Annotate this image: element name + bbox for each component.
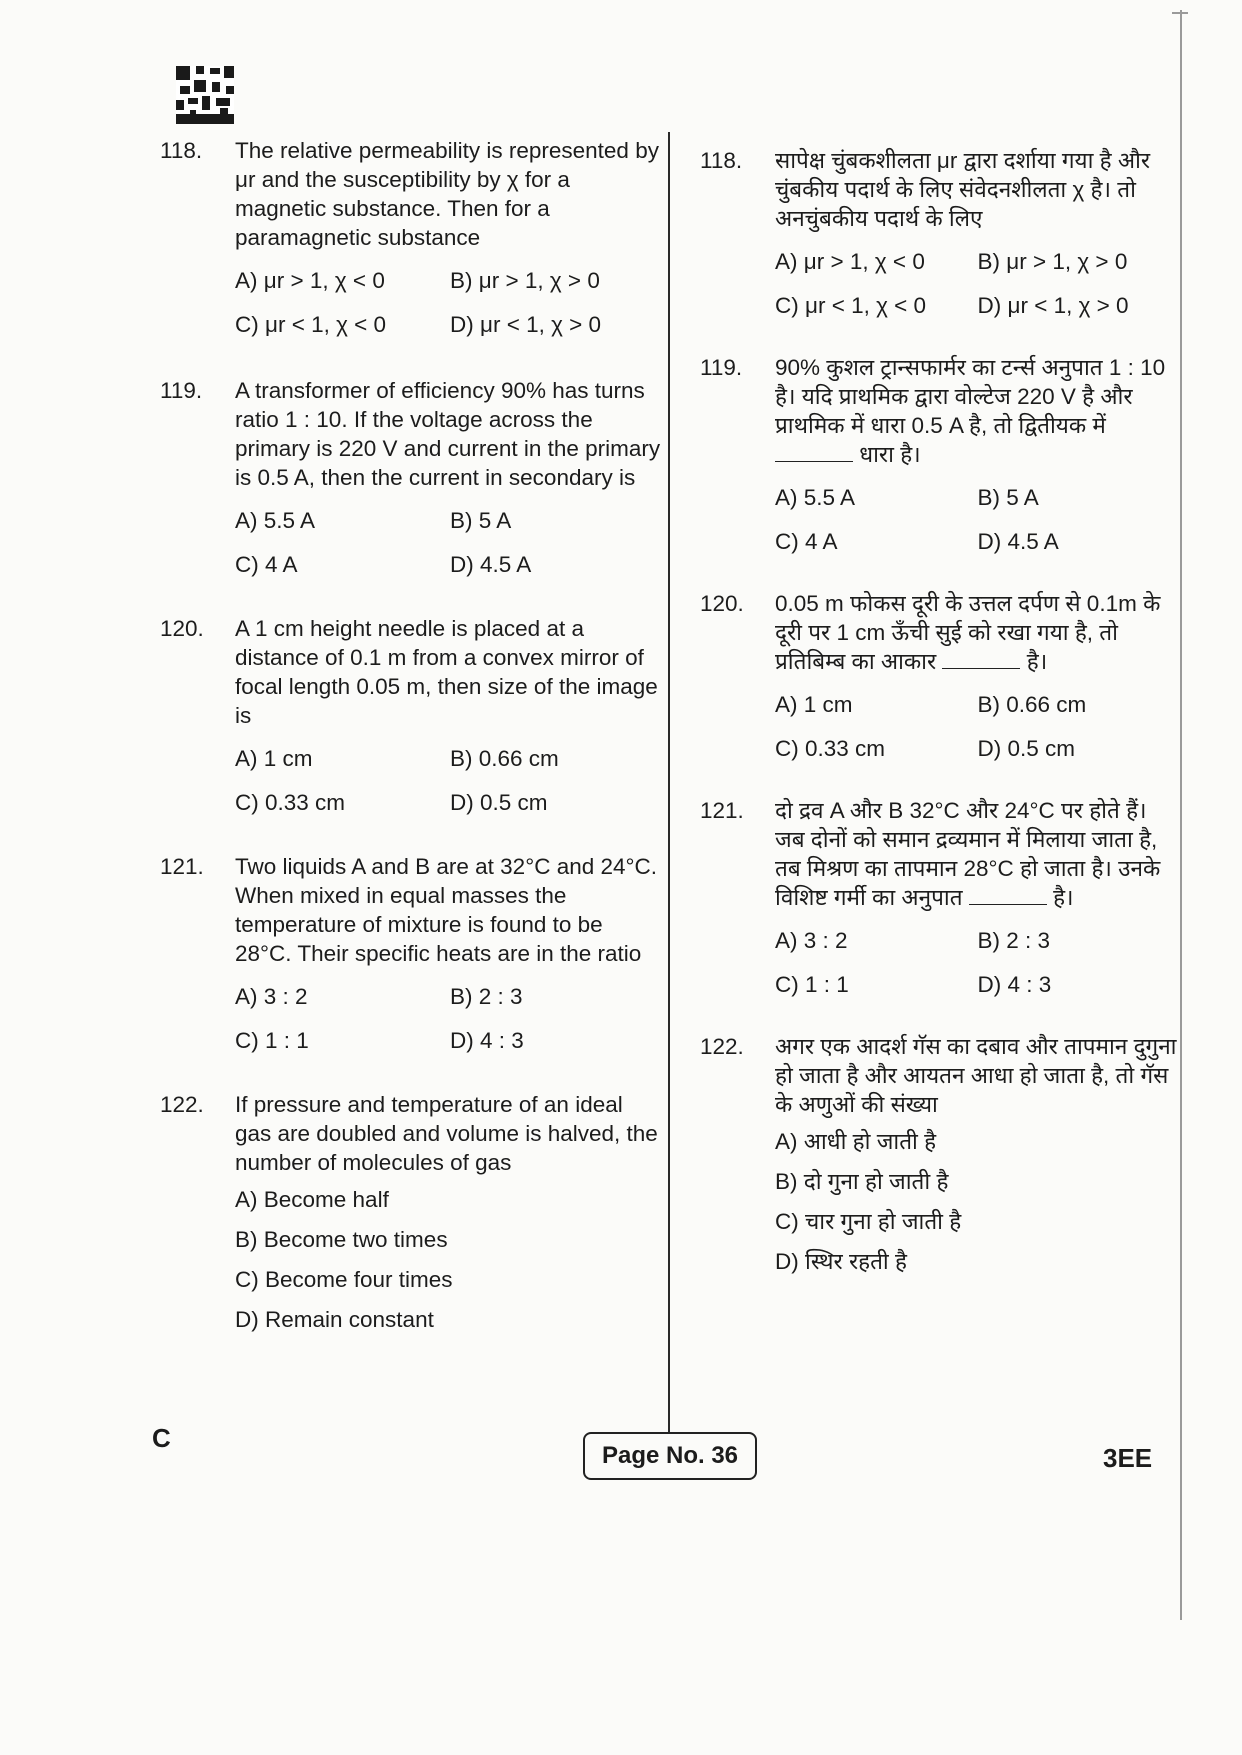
question-text: A 1 cm height needle is placed at a distance of 0.1 m from a convex mirror of focal length 0.05 m, then size of the image is [235,616,658,728]
question-118-en [160,136,665,354]
english-column [160,128,665,1345]
question-number: 122. [160,1092,204,1117]
option-b: B) 2 : 3 [450,984,523,1009]
question-text-end: है। [1026,649,1048,674]
series-code: C [152,1423,171,1453]
option-b: B) μr > 1, χ > 0 [450,268,600,293]
options [235,1185,665,1345]
question-text-main: दो द्रव A और B 32°C और 24°C पर होते हैं। जब दोनों को समान द्रव्यमान में मिलाया जाता है, तब मिश्रण का तापमान 28°C हो जाता है। उनके विशिष्ट गर्मी का अनुपात [775,798,1161,910]
option-c: C) μr < 1, χ < 0 [235,312,387,337]
question-122-hi [700,1032,1180,1287]
question-text: अगर एक आदर्श गॅस का दबाव और तापमान दुगुना हो जाता है और आयतन आधा हो जाता है, तो गॅस के अणुओं की संख्या [775,1034,1177,1117]
option-b: B) 5 A [450,508,512,533]
question-text-main: 90% कुशल ट्रान्सफार्मर का टर्न्स अनुपात 1 : 10 है। यदि प्राथमिक द्वारा वोल्टेज 220 V है और प्राथमिक में धारा 0.5 A है, तो द्वितीयक में [775,355,1166,438]
option-d: D) 4 : 3 [977,972,1052,997]
option-a: A) आधी हो जाती है [775,1129,937,1154]
question-number: 120. [160,616,204,641]
question-number: 121. [700,798,744,823]
options [775,1127,1180,1287]
question-text: सापेक्ष चुंबकशीलता μr द्वारा दर्शाया गया है और चुंबकीय पदार्थ के लिए संवेदनशीलता χ है। तो अनचुंबकीय पदार्थ के लिए [775,148,1151,231]
options [235,744,665,832]
option-c: C) चार गुना हो जाती है [775,1209,962,1234]
question-text: Two liquids A and B are at 32°C and 24°C. When mixed in equal masses the temperature of mixture is found to be 28°C. Their specific heats are in the ratio [235,854,658,966]
question-118-hi [700,146,1180,335]
option-a: A) 3 : 2 [775,928,848,953]
question-text: The relative permeability is represented by μr and the susceptibility by χ for a magnetic substance. Then for a paramagnetic substance [235,138,659,250]
margin-rule [1180,10,1182,1620]
options [775,690,1180,778]
option-a: A) μr > 1, χ < 0 [775,249,925,274]
option-c: C) 4 A [235,552,298,577]
option-d: D) 4.5 A [450,552,532,577]
option-c: C) 1 : 1 [235,1028,309,1053]
question-121-en [160,852,665,1070]
option-c: C) Become four times [235,1267,453,1292]
answer-blank [969,884,1047,905]
options [775,247,1180,335]
option-c: C) 1 : 1 [775,972,849,997]
option-d: D) 0.5 cm [977,736,1076,761]
option-b: B) 5 A [977,485,1039,510]
question-119-en [160,376,665,594]
question-text: A transformer of efficiency 90% has turns ratio 1 : 10. If the voltage across the primary is 220 V and current in the primary is 0.5 A, then the current in secondary is [235,378,661,490]
options [235,266,665,354]
option-a: A) 5.5 A [775,485,856,510]
option-d: D) 4.5 A [977,529,1059,554]
answer-blank [775,441,853,462]
question-text: If pressure and temperature of an ideal gas are doubled and volume is halved, the number of molecules of gas [235,1092,658,1175]
question-120-en [160,614,665,832]
option-a: A) 3 : 2 [235,984,308,1009]
question-120-hi [700,589,1180,778]
question-number: 122. [700,1034,744,1059]
page-number: Page No. 36 [583,1432,757,1480]
question-119-hi [700,353,1180,571]
option-d: D) 4 : 3 [450,1028,524,1053]
options [235,982,665,1070]
question-number: 118. [700,148,743,173]
option-c: C) 4 A [775,529,838,554]
option-a: A) Become half [235,1187,389,1212]
answer-blank [942,648,1020,669]
question-number: 121. [160,854,204,879]
question-text [775,796,1180,912]
options [235,506,665,594]
option-d: D) स्थिर रहती है [775,1249,907,1274]
question-text [775,353,1180,469]
option-c: C) 0.33 cm [235,790,346,815]
option-c: C) 0.33 cm [775,736,886,761]
options [775,483,1180,571]
option-b: B) μr > 1, χ > 0 [977,249,1128,274]
question-text-end: है। [1053,885,1074,910]
option-d: D) 0.5 cm [450,790,548,815]
option-c: C) μr < 1, χ < 0 [775,293,927,318]
option-b: B) Become two times [235,1227,448,1252]
option-a: A) 5.5 A [235,508,316,533]
option-b: B) 0.66 cm [977,692,1087,717]
question-number: 120. [700,591,744,616]
column-divider [668,132,670,1432]
question-text [775,589,1180,676]
options [775,926,1180,1014]
question-121-hi [700,796,1180,1014]
qr-code-icon [176,66,234,124]
option-a: A) 1 cm [775,692,853,717]
option-d: D) Remain constant [235,1307,434,1332]
hindi-column [700,128,1180,1287]
option-a: A) 1 cm [235,746,313,771]
question-text-end: धारा है। [859,442,921,467]
option-b: B) दो गुना हो जाती है [775,1169,949,1194]
option-b: B) 0.66 cm [450,746,559,771]
question-number: 119. [160,378,203,403]
option-d: D) μr < 1, χ > 0 [977,293,1129,318]
booklet-code: 3EE [1103,1443,1153,1473]
question-number: 118. [160,138,203,163]
option-d: D) μr < 1, χ > 0 [450,312,602,337]
question-number: 119. [700,355,743,380]
option-a: A) μr > 1, χ < 0 [235,268,385,293]
question-text-main: 0.05 m फोकस दूरी के उत्तल दर्पण से 0.1m के दूरी पर 1 cm ऊँची सुई को रखा गया है, तो प्रतिबिम्ब का आकार [775,591,1161,674]
question-122-en [160,1090,665,1345]
option-b: B) 2 : 3 [977,928,1051,953]
